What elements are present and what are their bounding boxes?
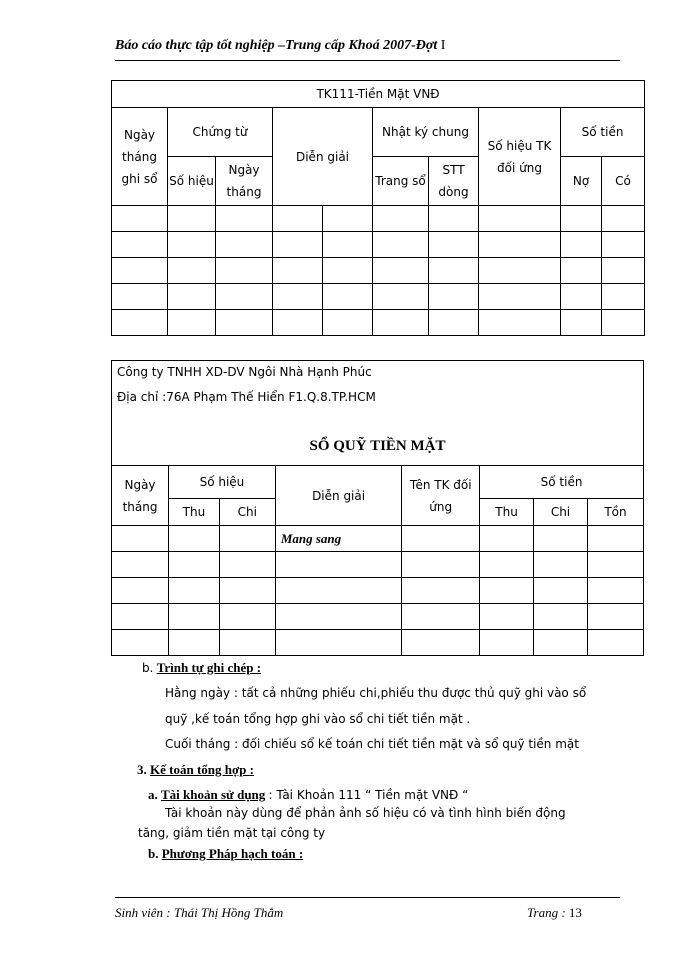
section-a-label: a. bbox=[148, 787, 158, 802]
carry-forward-label: Mang sang bbox=[275, 526, 402, 552]
table-row bbox=[112, 526, 644, 552]
tk111-col-tk-doi-ung: Số hiệu TK đối ứng bbox=[479, 108, 561, 206]
soquy-col-ngay: Ngày tháng bbox=[112, 466, 169, 526]
header-suffix: I bbox=[440, 38, 446, 53]
table-row bbox=[112, 630, 644, 656]
tk111-col-so-tien: Số tiền bbox=[561, 108, 645, 157]
soquy-col-chi: Chi bbox=[219, 499, 275, 526]
section-3-num: 3. bbox=[137, 762, 147, 777]
section-a-heading bbox=[148, 787, 468, 803]
tk111-col-so-hieu: Số hiệu bbox=[168, 157, 216, 206]
tk111-col-stt-dong: STT dòng bbox=[429, 157, 479, 206]
table-row bbox=[112, 232, 645, 258]
tk111-col-no: Nợ bbox=[561, 157, 602, 206]
table-row bbox=[112, 206, 645, 232]
tk111-col-ngay-thang: Ngày tháng bbox=[216, 157, 273, 206]
soquy-col-chi2: Chi bbox=[534, 499, 588, 526]
table-row bbox=[112, 604, 644, 630]
section-a-rest: : Tài Khoản 111 “ Tiền mặt VNĐ “ bbox=[268, 788, 469, 802]
footer-page-number: 13 bbox=[568, 905, 582, 920]
section-b-heading bbox=[142, 660, 261, 676]
soquy-col-ten-tk: Tên TK đối ứng bbox=[402, 466, 480, 526]
section-b-label: b. bbox=[142, 661, 154, 675]
paragraph-5: tăng, giảm tiền mặt tại công ty bbox=[138, 826, 326, 840]
soquy-col-dien-giai: Diễn giải bbox=[275, 466, 402, 526]
table-row bbox=[112, 552, 644, 578]
section-b2-label: b. bbox=[148, 846, 159, 861]
company-name: Công ty TNHH XD-DV Ngôi Nhà Hạnh Phúc bbox=[117, 365, 372, 379]
tk111-title: TK111-Tiền Mặt VNĐ bbox=[112, 81, 645, 108]
soquy-title: SỔ QUỸ TIỀN MẶT bbox=[309, 438, 446, 454]
header-text: Báo cáo thực tập tốt nghiệp –Trung cấp Khoá 2007-Đợt bbox=[115, 38, 438, 53]
footer-page-label: Trang : bbox=[527, 905, 566, 920]
table-row bbox=[112, 258, 645, 284]
table-row bbox=[112, 284, 645, 310]
tk111-table bbox=[111, 80, 645, 336]
footer-page bbox=[527, 905, 582, 921]
section-3-title: Kế toán tổng hợp : bbox=[150, 762, 254, 777]
soquy-col-thu: Thu bbox=[169, 499, 220, 526]
table-row bbox=[112, 578, 644, 604]
paragraph-2: quỹ ,kế toán tổng hợp ghi vào sổ chi tiết tiền mặt . bbox=[165, 712, 471, 726]
page-header bbox=[115, 38, 620, 54]
tk111-col-nhat-ky: Nhật ký chung bbox=[373, 108, 479, 157]
header-rule bbox=[115, 60, 620, 61]
company-box bbox=[111, 360, 644, 465]
section-b2-heading bbox=[148, 846, 303, 862]
paragraph-1: Hằng ngày : tất cả những phiếu chi,phiếu thu được thủ quỹ ghi vào sổ bbox=[165, 686, 587, 700]
footer-student: Sinh viên : Thái Thị Hồng Thắm bbox=[115, 905, 284, 920]
soquy-col-ton: Tồn bbox=[587, 499, 643, 526]
table-row bbox=[112, 310, 645, 336]
paragraph-3: Cuối tháng : đối chiếu sổ kế toán chi tiết tiền mặt và sổ quỹ tiền mặt bbox=[165, 737, 579, 751]
section-a-title: Tài khoản sử dụng bbox=[161, 787, 266, 802]
tk111-col-dien-giai: Diễn giải bbox=[273, 108, 373, 206]
soquy-col-so-hieu: Số hiệu bbox=[169, 466, 276, 499]
company-address: Địa chỉ :76A Phạm Thế Hiển F1.Q.8.TP.HCM bbox=[117, 390, 376, 404]
soquy-col-so-tien: Số tiền bbox=[480, 466, 644, 499]
paragraph-4: Tài khoản này dùng để phản ảnh số hiệu có và tình hình biến động bbox=[165, 806, 566, 820]
tk111-col-ngay: Ngày tháng ghi sổ bbox=[112, 108, 168, 206]
tk111-col-co: Có bbox=[602, 157, 645, 206]
section-3-heading bbox=[137, 762, 254, 778]
soquy-table bbox=[111, 465, 644, 656]
soquy-col-thu2: Thu bbox=[480, 499, 534, 526]
tk111-col-trang-so: Trang sổ bbox=[373, 157, 429, 206]
section-b-title: Trình tự ghi chép : bbox=[156, 660, 262, 675]
section-b2-title: Phương Pháp hạch toán : bbox=[161, 846, 304, 861]
tk111-col-chung-tu: Chứng từ bbox=[168, 108, 273, 157]
footer-rule bbox=[115, 897, 620, 898]
